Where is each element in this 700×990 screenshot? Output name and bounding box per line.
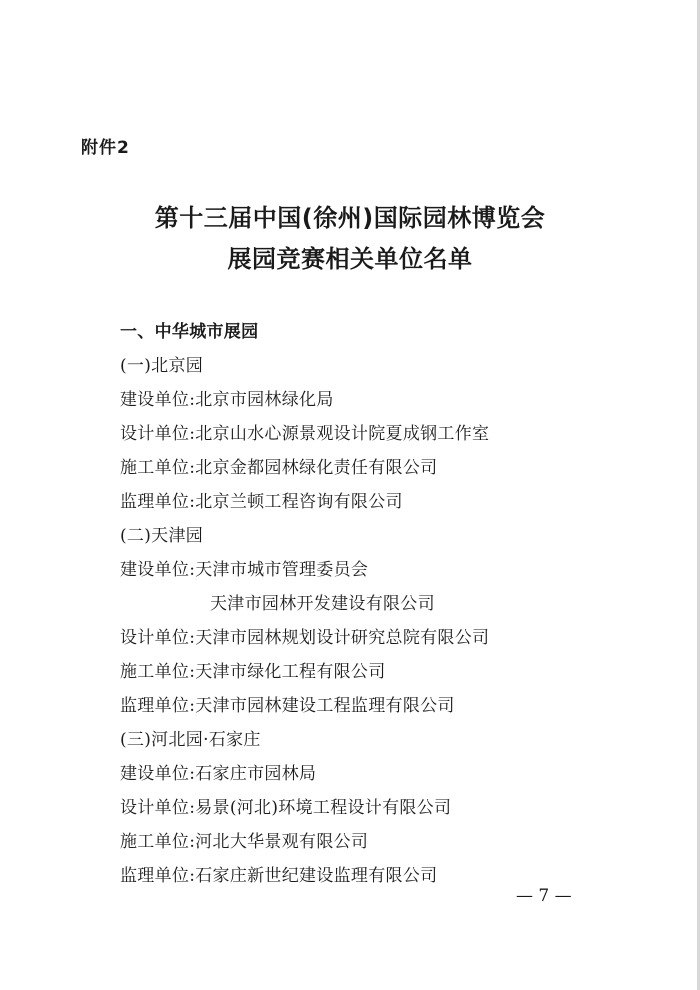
unit-list xyxy=(120,315,580,893)
document-title-line-2: 展园竞赛相关单位名单 xyxy=(227,245,473,273)
entry-line: 建设单位:石家庄市园林局 xyxy=(120,764,317,784)
entry-line: 设计单位:易景(河北)环境工程设计有限公司 xyxy=(120,798,452,818)
section-heading: 一、中华城市展园 xyxy=(120,322,259,342)
subsection-heading-tianjin: (二)天津园 xyxy=(120,526,204,546)
entry-line: 设计单位:天津市园林规划设计研究总院有限公司 xyxy=(120,628,490,648)
entry-line: 设计单位:北京山水心源景观设计院夏成钢工作室 xyxy=(120,424,490,444)
entry-line: 建设单位:北京市园林绿化局 xyxy=(120,390,334,410)
page-number: — 7 — xyxy=(516,886,572,906)
entry-continuation-line: 天津市园林开发建设有限公司 xyxy=(210,594,435,614)
document-title-line-1: 第十三届中国(徐州)国际园林博览会 xyxy=(154,204,546,232)
entry-line: 施工单位:北京金都园林绿化责任有限公司 xyxy=(120,458,438,478)
subsection-heading-beijing: (一)北京园 xyxy=(120,356,204,376)
subsection-heading-hebei: (三)河北园·石家庄 xyxy=(120,730,261,750)
entry-line: 施工单位:河北大华景观有限公司 xyxy=(120,832,369,852)
attachment-label: 附件2 xyxy=(81,138,130,158)
entry-line: 建设单位:天津市城市管理委员会 xyxy=(120,560,369,580)
entry-line: 监理单位:天津市园林建设工程监理有限公司 xyxy=(120,696,455,716)
entry-line: 监理单位:石家庄新世纪建设监理有限公司 xyxy=(120,866,438,886)
entry-line: 监理单位:北京兰顿工程咨询有限公司 xyxy=(120,492,403,512)
entry-line: 施工单位:天津市绿化工程有限公司 xyxy=(120,662,386,682)
